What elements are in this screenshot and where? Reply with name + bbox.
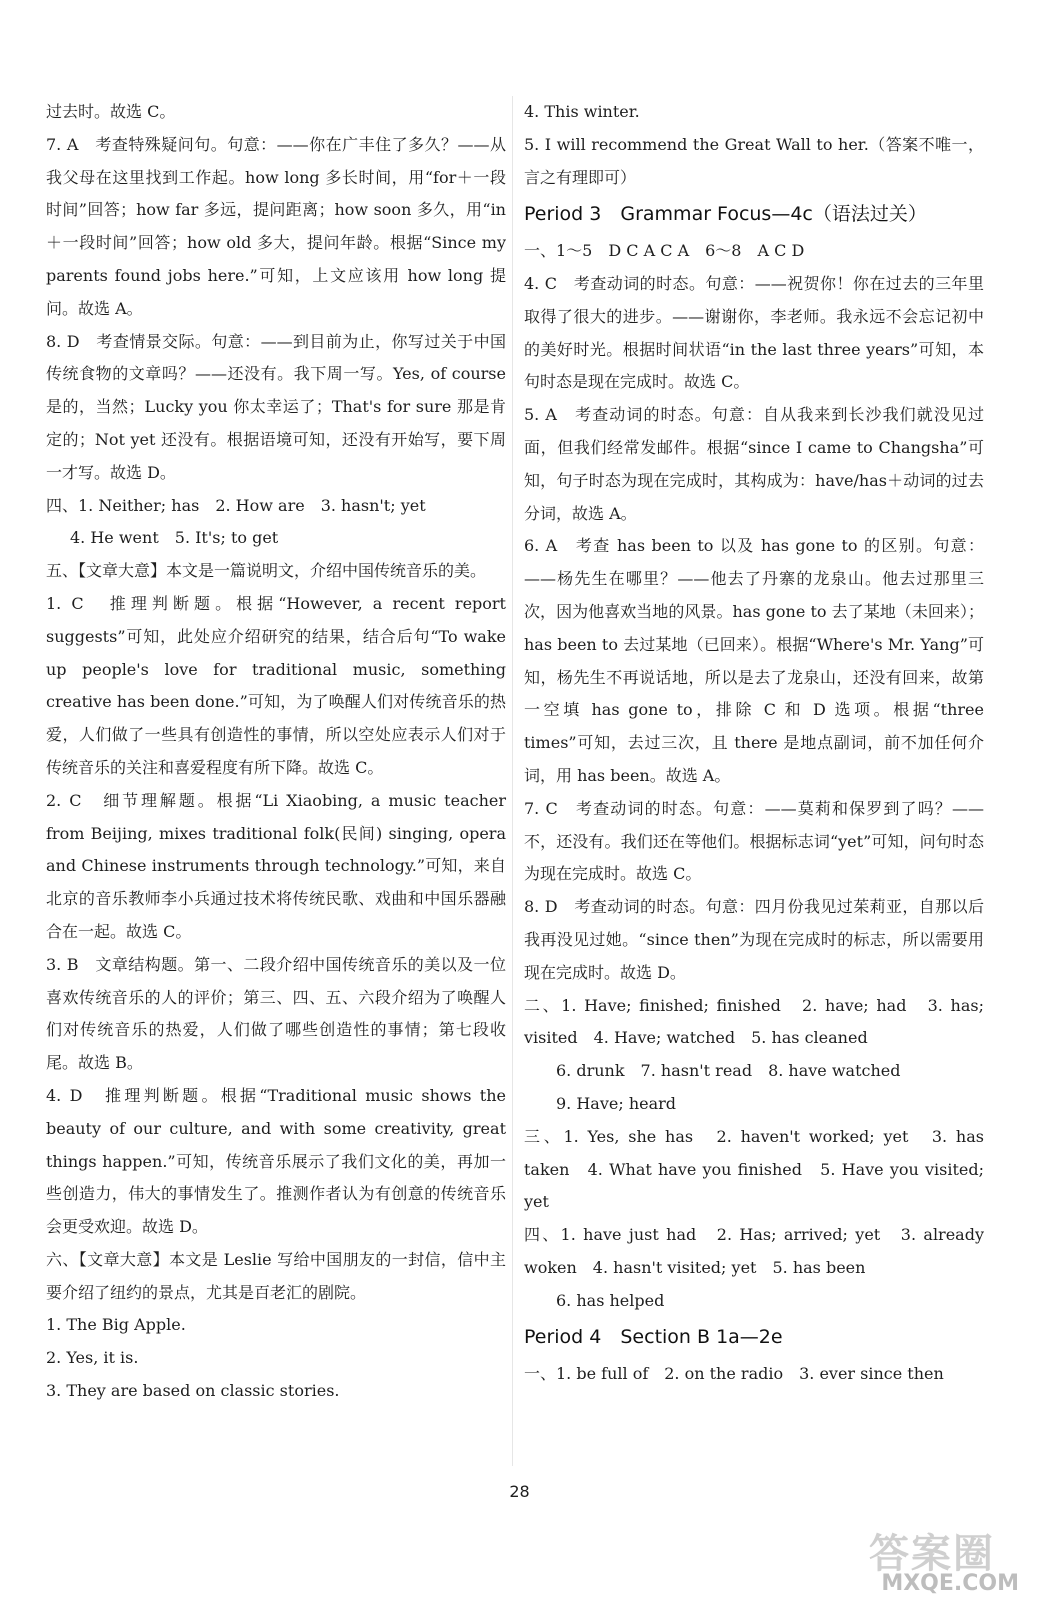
section-two-line-1: 二、1. Have; finished; finished 2. have; had 3. has; visited 4. Have; watched 5. has cleaned [524, 995, 984, 1048]
answer-item: 2. Yes, it is. [46, 1348, 139, 1368]
section-one-answers: 一、1～5 D C A C A 6～8 A C D [524, 241, 805, 261]
answer-item: 5. A 考查动词的时态。句意：自从我来到长沙我们就没见过面，但我们经常发邮件。根据“since I came to Changsha”可知，句子时态为现在完成时，其构成为：have/has＋动词的过去分词，故选 A。 [524, 405, 984, 523]
answer-item: 4. C 考查动词的时态。句意：——祝贺你！你在过去的三年里取得了很大的进步。——谢谢你，李老师。我永远不会忘记初中的美好时光。根据时间状语“in the last three years”可知，本句时态是现在完成时。故选 C。 [524, 273, 984, 392]
page-number: 28 [509, 1482, 530, 1501]
left-column [46, 96, 506, 1408]
section-four-line-1: 四、1. have just had 2. Has; arrived; yet 3. already woken 4. hasn't visited; yet 5. has been [524, 1225, 984, 1277]
answer-item: 2. C 细节理解题。根据“Li Xiaobing, a music teacher from Beijing, mixes traditional folk(民间) singing, opera and Chinese instruments through technology.”可知，来自北京的音乐教师李小兵通过技术将传统民歌、戏曲和中国乐器融合在一起。故选 C。 [46, 790, 506, 941]
section-five-intro: 五、【文章大意】本文是一篇说明文，介绍中国传统音乐的美。 [46, 561, 487, 581]
section-four-line-2: 6. has helped [556, 1290, 665, 1310]
section-four-line-1: 四、1. Neither; has 2. How are 3. hasn't; yet [46, 495, 426, 515]
section-three: 三、1. Yes, she has 2. haven't worked; yet 3. has taken 4. What have you finished 5. Have you visited; yet [524, 1126, 984, 1212]
column-divider [512, 96, 513, 1466]
answer-item: 4. This winter. [524, 102, 640, 121]
right-column [524, 96, 984, 1391]
section-two-line-2: 6. drunk 7. hasn't read 8. have watched [556, 1061, 901, 1081]
answer-item: 7. C 考查动词的时态。句意：——莫莉和保罗到了吗？——不，还没有。我们还在等他们。根据标志词“yet”可知，问句时态为现在完成时。故选 C。 [524, 798, 984, 884]
answer-item: 1. The Big Apple. [46, 1315, 186, 1335]
period-4-heading: Period 4 Section B 1a—2e [524, 1326, 783, 1349]
section-two-line-3: 9. Have; heard [556, 1093, 677, 1113]
answer-item: 6. A 考查 has been to 以及 has gone to 的区别。句意：——杨先生在哪里？——他去了丹寨的龙泉山。他去过那里三次，因为他喜欢当地的风景。has gone to 去了某地（未回来）；has been to 去过某地（已回来）。根据“Where's Mr. Yang”可知，杨先生不再说话地，所以是去了龙泉山，还没有回来，故第一空填 has gone to，排除 C 和 D 选项。根据“three times”可知，去过三次，且 there 是地点副词，前不加任何介词，用 has been。故选 A。 [524, 536, 984, 785]
section-six-intro: 六、【文章大意】本文是 Leslie 写给中国朋友的一封信，信中主要介绍了纽约的景点，尤其是百老汇的剧院。 [46, 1249, 506, 1302]
section-one-line: 一、1. be full of 2. on the radio 3. ever since then [524, 1364, 944, 1384]
period-3-heading: Period 3 Grammar Focus—4c（语法过关） [524, 203, 927, 226]
watermark-top-text: 答案圈 [869, 1531, 995, 1577]
answer-item: 7. A 考查特殊疑问句。句意：——你在广丰住了多久？——从我父母在这里找到工作起。how long 多长时间，用“for＋一段时间”回答；how far 多远，提问距离；how soon 多久，用“in＋一段时间”回答；how old 多大，提问年龄。根据“Since my parents found jobs here.”可知，上文应该用 how long 提问。故选 A。 [46, 134, 506, 318]
watermark-logo [855, 1526, 1025, 1596]
watermark-bottom-text: MXQE.COM [881, 1571, 1019, 1596]
answer-item: 8. D 考查动词的时态。句意：四月份我见过茱莉亚，自那以后我再没见过她。“since then”为现在完成时的标志，所以需要用现在完成时。故选 D。 [524, 897, 984, 982]
paragraph: 过去时。故选 C。 [46, 102, 176, 121]
answer-item: 4. D 推理判断题。根据“Traditional music shows the beauty of our culture, and with some creativity, great things happen.”可知，传统音乐展示了我们文化的美，再加一些创造力，伟大的事情发生了。推测作者认为有创意的传统音乐会更受欢迎。故选 D。 [46, 1085, 506, 1237]
answer-item: 3. B 文章结构题。第一、二段介绍中国传统音乐的美以及一位喜欢传统音乐的人的评价；第三、四、五、六段介绍为了唤醒人们对传统音乐的热爱，人们做了哪些创造性的事情；第七段收尾。故选 B。 [46, 954, 506, 1073]
answer-item: 1. C 推理判断题。根据“However, a recent report suggests”可知，此处应介绍研究的结果，结合后句“To wake up people's love for traditional music, something creative has been done.”可知，为了唤醒人们对传统音乐的热爱，人们做了一些具有创造性的事情，所以空处应表示人们对于传统音乐的关注和喜爱程度有所下降。故选 C。 [46, 593, 506, 777]
answer-item: 5. I will recommend the Great Wall to her.（答案不唯一，言之有理即可） [524, 134, 984, 187]
section-four-line-2: 4. He went 5. It's; to get [70, 528, 279, 548]
answer-item: 3. They are based on classic stories. [46, 1381, 340, 1401]
answer-item: 8. D 考查情景交际。句意：——到目前为止，你写过关于中国传统食物的文章吗？——还没有。我下周一写。Yes, of course 是的，当然；Lucky you 你太幸运了；That's for sure 那是肯定的；Not yet 还没有。根据语境可知，还没有开始写，要下周一才写。故选 D。 [46, 331, 506, 482]
